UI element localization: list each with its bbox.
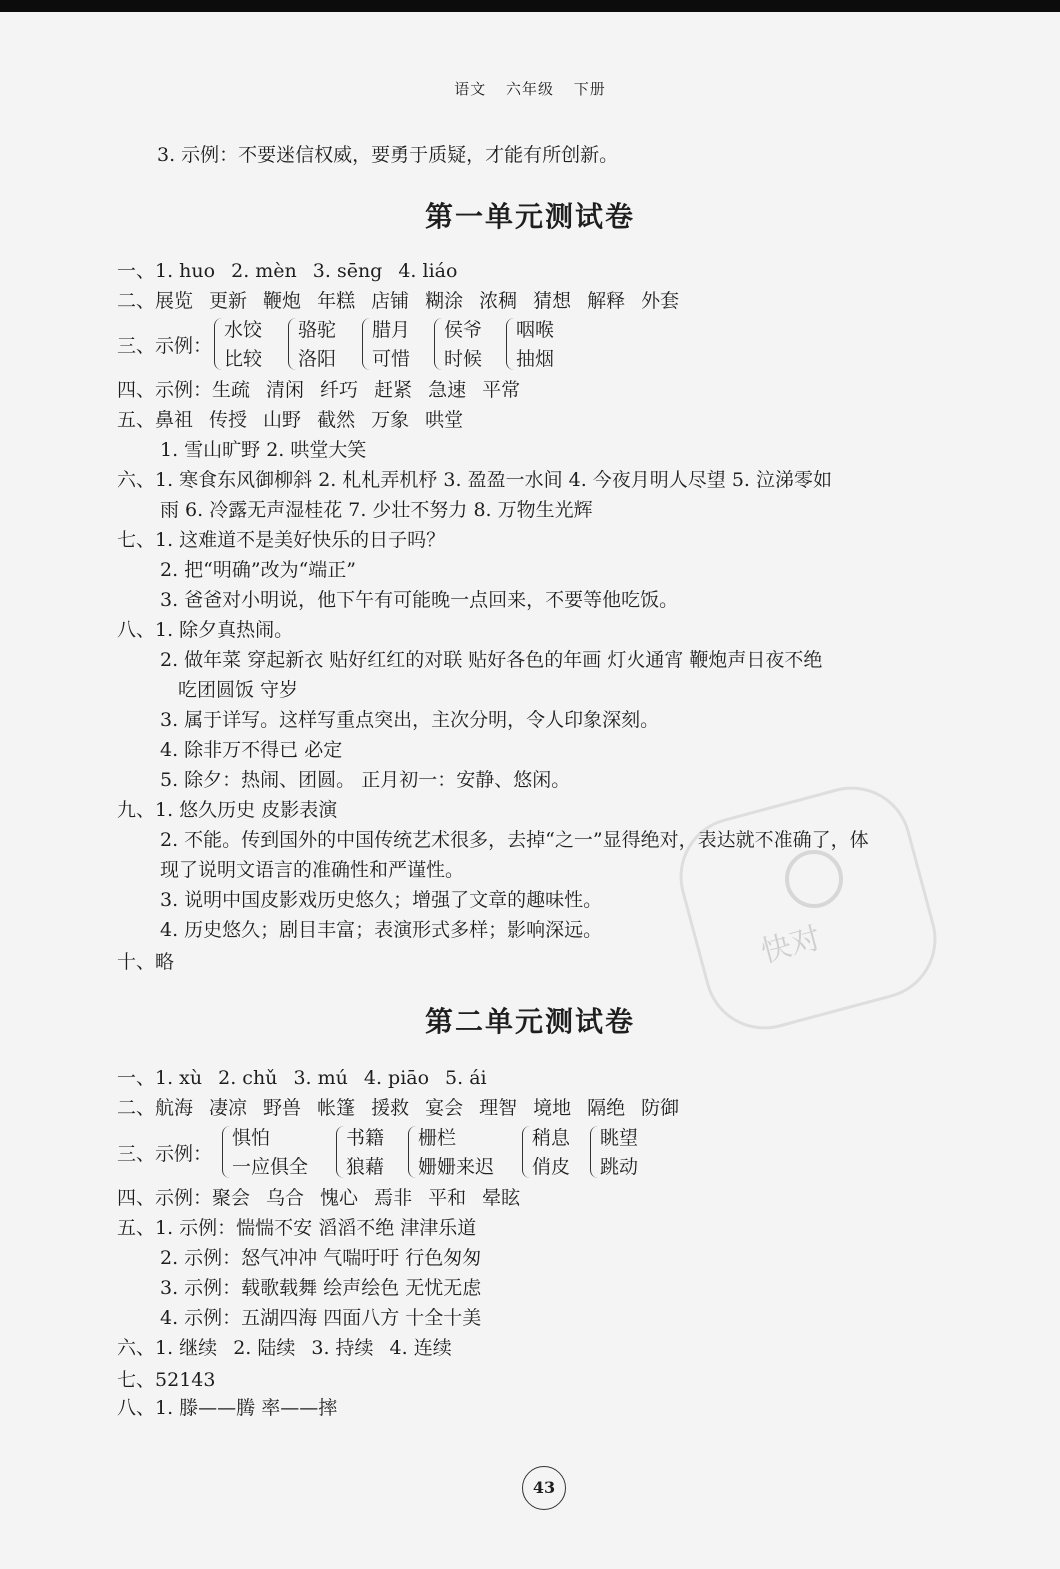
u2-q5: 五、1. 示例：惴惴不安 滔滔不绝 津津乐道 <box>117 1217 477 1239</box>
u1-q2-word: 展览 <box>155 290 194 312</box>
u1-q9-item: 2. 不能。传到国外的中国传统艺术很多，去掉“之一”显得绝对，表达就不准确了，体 <box>160 829 869 851</box>
u1-q4: 四、示例：生疏 清闲 纤巧 赶紧 急速 平常 <box>117 379 521 401</box>
u1-q2-word: 店铺 <box>371 290 410 312</box>
u1-q1-item: 3. sēng <box>312 260 383 282</box>
u1-q7-item: 2. 把“明确”改为“端正” <box>160 559 357 581</box>
u1-q3-pair: 水饺 比较 <box>224 316 262 374</box>
u1-q2-word: 外套 <box>641 290 680 312</box>
u1-q9: 九、1. 悠久历史 皮影表演 <box>117 799 338 821</box>
u2-q8: 八、1. 滕——腾 率——摔 <box>117 1397 338 1419</box>
top-edge-bar <box>0 0 1060 12</box>
u1-q6: 六、1. 寒食东风御柳斜 2. 札札弄机杼 3. 盈盈一水间 4. 今夜月明人尽望 5. 泣涕零如 <box>117 469 833 491</box>
u2-q7: 七、52143 <box>117 1369 216 1391</box>
u1-q5-sub: 1. 雪山旷野 2. 哄堂大笑 <box>160 439 367 461</box>
u1-q2-word: 年糕 <box>317 290 356 312</box>
u1-q2-word: 浓稠 <box>479 290 518 312</box>
u1-q9-item: 现了说明文语言的准确性和严谨性。 <box>160 859 465 881</box>
u1-q7: 七、1. 这难道不是美好快乐的日子吗？ <box>117 529 446 551</box>
u2-q3-pair: 书籍 狼藉 <box>346 1124 384 1182</box>
u2-q3-pair: 栅栏 姗姗来迟 <box>418 1124 494 1182</box>
u1-q2-word: 更新 <box>209 290 248 312</box>
watermark-check-icon <box>785 850 843 908</box>
u1-q8-item: 5. 除夕：热闹、团圆。 正月初一：安静、悠闲。 <box>160 769 571 791</box>
u1-q6-line2: 雨 6. 冷露无声湿桂花 7. 少壮不努力 8. 万物生光辉 <box>160 499 593 521</box>
unit1-title: 第一单元测试卷 <box>424 200 635 233</box>
u2-q3-label: 三、示例： <box>117 1143 213 1165</box>
u1-q10: 十、略 <box>117 951 175 973</box>
u1-q9-item: 4. 历史悠久；剧目丰富；表演形式多样；影响深远。 <box>160 919 603 941</box>
header-subject: 语文 <box>454 80 487 98</box>
u1-q8-item: 4. 除非万不得已 必定 <box>160 739 343 761</box>
u1-q1: 一、1. huo 2. mèn 3. sēng 4. liáo <box>117 260 458 282</box>
u1-q8-item: 3. 属于详写。这样写重点突出，主次分明，令人印象深刻。 <box>160 709 660 731</box>
u2-q5-item: 2. 示例：怒气冲冲 气喘吁吁 行色匆匆 <box>160 1247 482 1269</box>
u2-q5-item: 4. 示例：五湖四海 四面八方 十全十美 <box>160 1307 482 1329</box>
u2-q3-pair: 惧怕 一应俱全 <box>232 1124 308 1182</box>
watermark-text: 快对 <box>757 920 825 971</box>
unit2-title: 第二单元测试卷 <box>424 1005 635 1038</box>
u1-q3-label: 三、示例： <box>117 335 213 357</box>
u2-q3-pair: 眺望 跳动 <box>600 1124 638 1182</box>
intro-answer: 3. 示例：不要迷信权威，要勇于质疑，才能有所创新。 <box>157 144 619 166</box>
u1-q3-pair: 咽喉 抽烟 <box>516 316 554 374</box>
u1-q1-item: 2. mèn <box>231 260 297 282</box>
u2-q6: 六、1. 继续 2. 陆续 3. 持续 4. 连续 <box>117 1337 452 1359</box>
u1-q8: 八、1. 除夕真热闹。 <box>117 619 294 641</box>
header-volume: 下册 <box>573 80 606 98</box>
u2-q4: 四、示例：聚会 乌合 愧心 焉非 平和 晕眩 <box>117 1187 521 1209</box>
u1-q2-word: 糊涂 <box>425 290 464 312</box>
u2-q2: 二、航海 凄凉 野兽 帐篷 援救 宴会 理智 境地 隔绝 防御 <box>117 1097 680 1119</box>
u1-q2: 二、展览 更新 鞭炮 年糕 店铺 糊涂 浓稠 猜想 解释 外套 <box>117 290 680 312</box>
u1-q7-item: 3. 爸爸对小明说，他下午有可能晚一点回来，不要等他吃饭。 <box>160 589 679 611</box>
u1-q5: 五、鼻祖 传授 山野 截然 万象 哄堂 <box>117 409 464 431</box>
u1-q8-item: 2. 做年菜 穿起新衣 贴好红红的对联 贴好各色的年画 灯火通宵 鞭炮声日夜不绝 <box>160 649 823 671</box>
u1-q3-pair: 侯爷 时候 <box>444 316 482 374</box>
u2-q1: 一、1. xù 2. chǔ 3. mú 4. piāo 5. ái <box>117 1067 487 1089</box>
u2-q3-pair: 稍息 俏皮 <box>532 1124 570 1182</box>
u1-q1-item: 1. huo <box>155 260 216 282</box>
u2-q5-item: 3. 示例：载歌载舞 绘声绘色 无忧无虑 <box>160 1277 482 1299</box>
u1-q2-word: 解释 <box>587 290 626 312</box>
u1-q3-pair: 腊月 可惜 <box>372 316 410 374</box>
u1-q3-pair: 骆驼 洛阳 <box>298 316 336 374</box>
page-header <box>0 78 1060 99</box>
u1-q2-word: 鞭炮 <box>263 290 302 312</box>
u1-q8-item: 吃团圆饭 守岁 <box>178 679 299 701</box>
page-number: 43 <box>522 1466 566 1510</box>
u1-q1-item: 4. liáo <box>398 260 458 282</box>
u1-q2-word: 猜想 <box>533 290 572 312</box>
header-grade: 六年级 <box>505 80 554 98</box>
u1-q9-item: 3. 说明中国皮影戏历史悠久；增强了文章的趣味性。 <box>160 889 603 911</box>
